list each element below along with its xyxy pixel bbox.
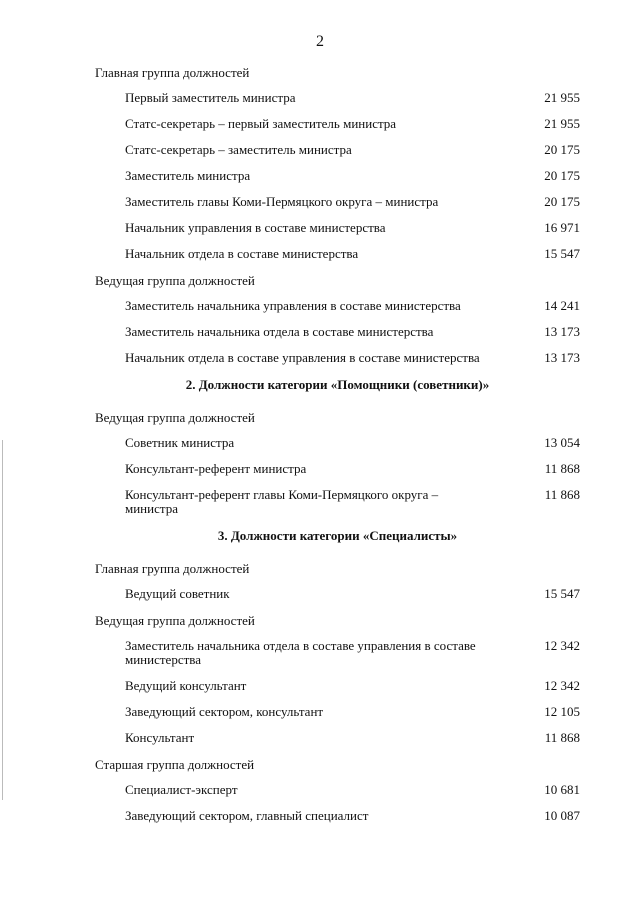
section-assistants <box>95 377 580 516</box>
salary-value: 13 173 <box>544 350 580 365</box>
section-title: 2. Должности категории «Помощники (советники)» <box>185 377 490 392</box>
position-name: Статс-секретарь – первый заместитель министра <box>125 116 397 131</box>
salary-list <box>95 65 580 835</box>
salary-value: 21 955 <box>544 90 580 105</box>
position-name: Консультант <box>125 730 195 745</box>
salary-value: 12 342 <box>544 638 580 653</box>
salary-value: 15 547 <box>544 586 580 601</box>
position-name: Заместитель начальника отдела в составе управления в составе министерства <box>125 638 476 667</box>
list-item <box>95 91 580 105</box>
position-name: Ведущий советник <box>125 586 230 601</box>
position-name: Начальник отдела в составе министерства <box>125 246 359 261</box>
list-item <box>95 809 580 823</box>
section-title: 3. Должности категории «Специалисты» <box>217 528 458 543</box>
position-name: Заведующий сектором, консультант <box>125 704 324 719</box>
salary-value: 13 054 <box>544 435 580 450</box>
salary-value: 20 175 <box>544 168 580 183</box>
group-title: Главная группа должностей <box>95 65 250 80</box>
list-item <box>95 325 580 339</box>
list-item <box>95 731 580 745</box>
list-item <box>95 587 580 601</box>
position-name: Заместитель начальника управления в составе министерства <box>125 298 461 313</box>
salary-value: 10 087 <box>544 808 580 823</box>
position-name: Ведущий консультант <box>125 678 247 693</box>
salary-value: 11 868 <box>544 487 580 502</box>
list-item <box>95 221 580 235</box>
salary-value: 14 241 <box>544 298 580 313</box>
salary-value: 13 173 <box>544 324 580 339</box>
salary-value: 20 175 <box>544 142 580 157</box>
list-item <box>95 639 580 667</box>
page-number: 2 <box>316 33 324 50</box>
position-name: Специалист-эксперт <box>125 782 238 797</box>
group-title: Главная группа должностей <box>95 561 250 576</box>
list-item <box>95 195 580 209</box>
position-name: Консультант-референт министра <box>125 461 307 476</box>
group-title: Ведущая группа должностей <box>95 273 255 288</box>
salary-value: 11 868 <box>544 461 580 476</box>
list-item <box>95 351 580 365</box>
list-item <box>95 679 580 693</box>
position-name: Заместитель начальника отдела в составе министерства <box>125 324 434 339</box>
salary-value: 10 681 <box>544 782 580 797</box>
list-item <box>95 143 580 157</box>
group-title: Старшая группа должностей <box>95 757 255 772</box>
position-name: Заместитель министра <box>125 168 251 183</box>
salary-value: 12 105 <box>544 704 580 719</box>
list-item <box>95 247 580 261</box>
position-name: Первый заместитель министра <box>125 90 296 105</box>
position-name: Заведующий сектором, главный специалист <box>125 808 369 823</box>
salary-value: 16 971 <box>544 220 580 235</box>
position-name: Консультант-референт главы Коми-Пермяцкого округа – министра <box>125 487 439 516</box>
salary-value: 15 547 <box>544 246 580 261</box>
list-item <box>95 783 580 797</box>
salary-value: 21 955 <box>544 116 580 131</box>
section-specialists <box>95 528 580 823</box>
position-name: Начальник управления в составе министерства <box>125 220 386 235</box>
list-item <box>95 488 580 516</box>
list-item <box>95 462 580 476</box>
salary-value: 11 868 <box>544 730 580 745</box>
list-item <box>95 436 580 450</box>
salary-value: 12 342 <box>544 678 580 693</box>
scan-edge-line <box>2 440 3 800</box>
position-name: Советник министра <box>125 435 235 450</box>
position-name: Начальник отдела в составе управления в составе министерства <box>125 350 480 365</box>
section-management <box>95 65 580 365</box>
position-name: Заместитель главы Коми-Пермяцкого округа – министра <box>125 194 439 209</box>
salary-value: 20 175 <box>544 194 580 209</box>
list-item <box>95 169 580 183</box>
group-title: Ведущая группа должностей <box>95 613 255 628</box>
group-title: Ведущая группа должностей <box>95 410 255 425</box>
list-item <box>95 299 580 313</box>
list-item <box>95 705 580 719</box>
list-item <box>95 117 580 131</box>
position-name: Статс-секретарь – заместитель министра <box>125 142 352 157</box>
